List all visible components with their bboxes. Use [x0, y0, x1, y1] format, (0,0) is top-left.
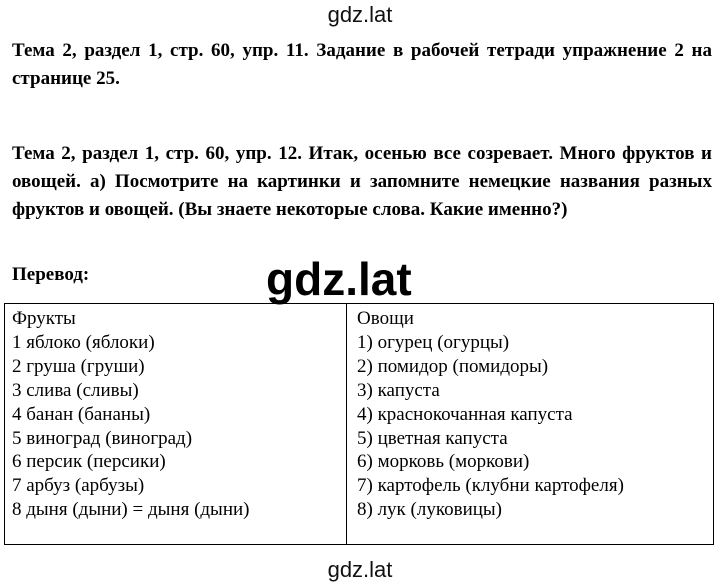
vegetable-item: 3) капуста	[357, 379, 440, 401]
watermark-center: gdz.lat	[266, 253, 412, 305]
vegetable-item: 1) огурец (огурцы)	[357, 331, 510, 353]
fruit-item: 6 персик (персики)	[12, 451, 166, 473]
watermark-top: gdz.lat	[327, 2, 393, 27]
watermark-bottom: gdz.lat	[327, 557, 393, 582]
fruit-item: 8 дыня (дыни) = дыня (дыни)	[12, 499, 250, 521]
vegetable-item: 6) морковь (моркови)	[357, 451, 530, 473]
exercise-12-paragraph: Тема 2, раздел 1, стр. 60, упр. 12. Итак, осенью все созревает. Много фруктов и овощей. а) Посмотрите на картинки и запомните немецкие названия разных фруктов и овощей. (Вы знаете некоторые слова. Какие именно?)	[12, 143, 712, 220]
vocabulary-table	[4, 303, 714, 545]
translation-label: Перевод:	[12, 264, 90, 285]
vegetable-item: 8) лук (луковицы)	[357, 499, 503, 521]
fruit-item: 2 груша (груши)	[12, 355, 145, 377]
vegetable-item: 2) помидор (помидоры)	[357, 355, 549, 377]
vegetable-item: 7) картофель (клубни картофеля)	[357, 475, 624, 497]
fruits-header: Фрукты	[12, 308, 76, 329]
exercise-11-paragraph: Тема 2, раздел 1, стр. 60, упр. 11. Задание в рабочей тетради упражнение 2 на странице 25.	[12, 40, 712, 89]
vegetables-column	[347, 304, 713, 544]
fruit-item: 5 виноград (виноград)	[12, 427, 193, 449]
vegetables-header: Овощи	[357, 308, 414, 329]
vegetable-item: 4) краснокочанная капуста	[357, 403, 573, 425]
fruit-item: 7 арбуз (арбузы)	[12, 475, 145, 497]
fruit-item: 4 банан (бананы)	[12, 403, 151, 425]
vegetable-item: 5) цветная капуста	[357, 427, 508, 449]
fruits-column	[5, 304, 347, 544]
fruit-item: 3 слива (сливы)	[12, 379, 139, 401]
fruit-item: 1 яблоко (яблоки)	[12, 331, 155, 353]
